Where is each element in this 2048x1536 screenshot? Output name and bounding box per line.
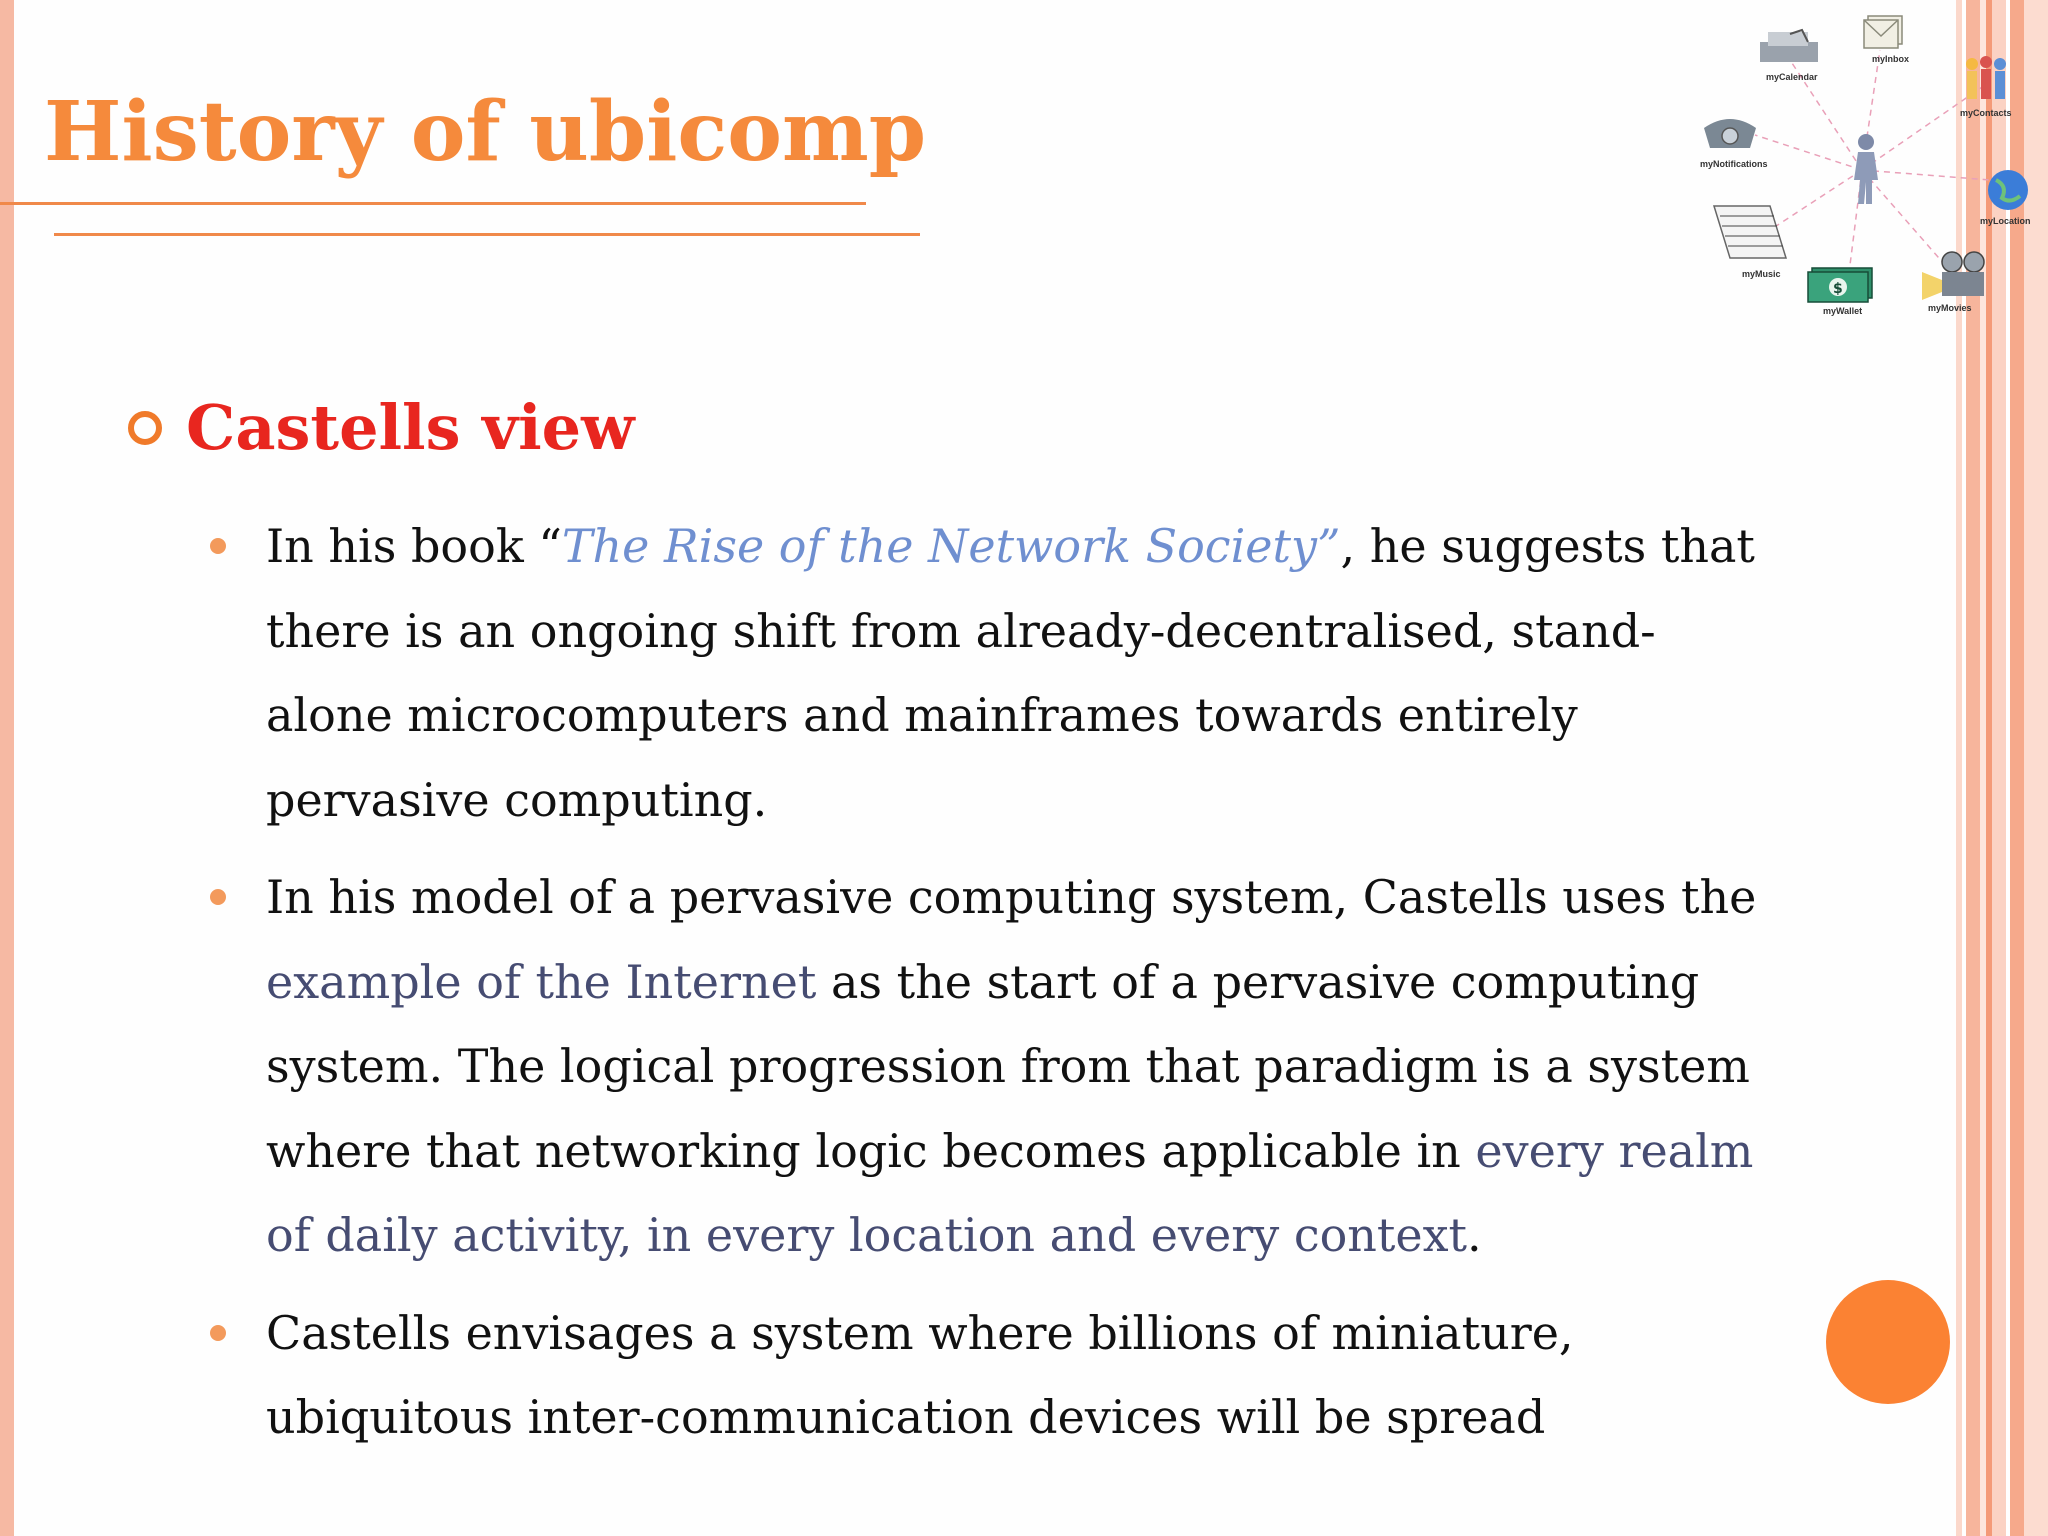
person-icon (1854, 134, 1878, 204)
highlight-internet: example of the Internet (266, 954, 817, 1009)
section-label: Castells view (186, 391, 635, 464)
bullet-dot-icon (210, 538, 226, 554)
music-icon (1714, 206, 1786, 258)
label-myinbox: myInbox (1872, 54, 1910, 64)
bullet-2-text-b: as the start of a pervasive computing system. The logical progression from that paradigm is a system where that networking logic becomes applicable in (266, 954, 1750, 1178)
section-heading (128, 388, 635, 468)
bullet-3-text: Castells envisages a system where billions of miniature, ubiquitous inter-communication devices will be spread (266, 1305, 1574, 1444)
decorative-orange-circle (1826, 1280, 1950, 1404)
bullet-2-text-c: . (1467, 1208, 1482, 1262)
notifications-icon (1704, 119, 1756, 148)
bullet-list (200, 504, 1760, 1473)
title-underline-upper (0, 202, 866, 205)
bullet-item-1 (200, 504, 1760, 842)
contacts-icon (1966, 56, 2006, 99)
label-mynotifications: myNotifications (1700, 159, 1768, 169)
label-mymusic: myMusic (1742, 269, 1781, 279)
calendar-icon (1760, 30, 1818, 62)
slide-title: History of ubicomp (44, 84, 927, 180)
label-mywallet: myWallet (1823, 306, 1863, 316)
movies-icon (1922, 252, 1984, 300)
inbox-icon (1864, 16, 1902, 48)
highlight-every-realm: every realm of daily activity, in every location and every context (266, 1123, 1754, 1262)
bullet-1-text-a: In his book “ (266, 519, 562, 573)
label-mycalendar: myCalendar (1766, 72, 1818, 82)
left-decorative-stripe (0, 0, 14, 1536)
title-underline-lower (54, 233, 920, 236)
bullet-item-2 (200, 855, 1760, 1278)
book-title: The Rise of the Network Society” (561, 519, 1341, 573)
bullet-2-text-a: In his model of a pervasive computing system, Castells uses the (266, 870, 1757, 924)
bullet-1-text-b: , he suggests that there is an ongoing shift from already-decentralised, stand-alone microcomputers and mainframes towards entirely pervasive computing. (266, 519, 1755, 827)
bullet-item-3 (200, 1291, 1760, 1460)
personal-services-diagram (1690, 0, 2030, 330)
location-icon (1988, 170, 2028, 210)
wallet-icon (1808, 268, 1872, 302)
label-mycontacts: myContacts (1960, 108, 2012, 118)
bullet-dot-icon (210, 1325, 226, 1341)
label-mylocation: myLocation (1980, 216, 2031, 226)
bullet-dot-icon (210, 889, 226, 905)
label-mymovies: myMovies (1928, 303, 1972, 313)
svg-text:$: $ (1833, 281, 1843, 297)
ring-bullet-icon (128, 411, 162, 445)
